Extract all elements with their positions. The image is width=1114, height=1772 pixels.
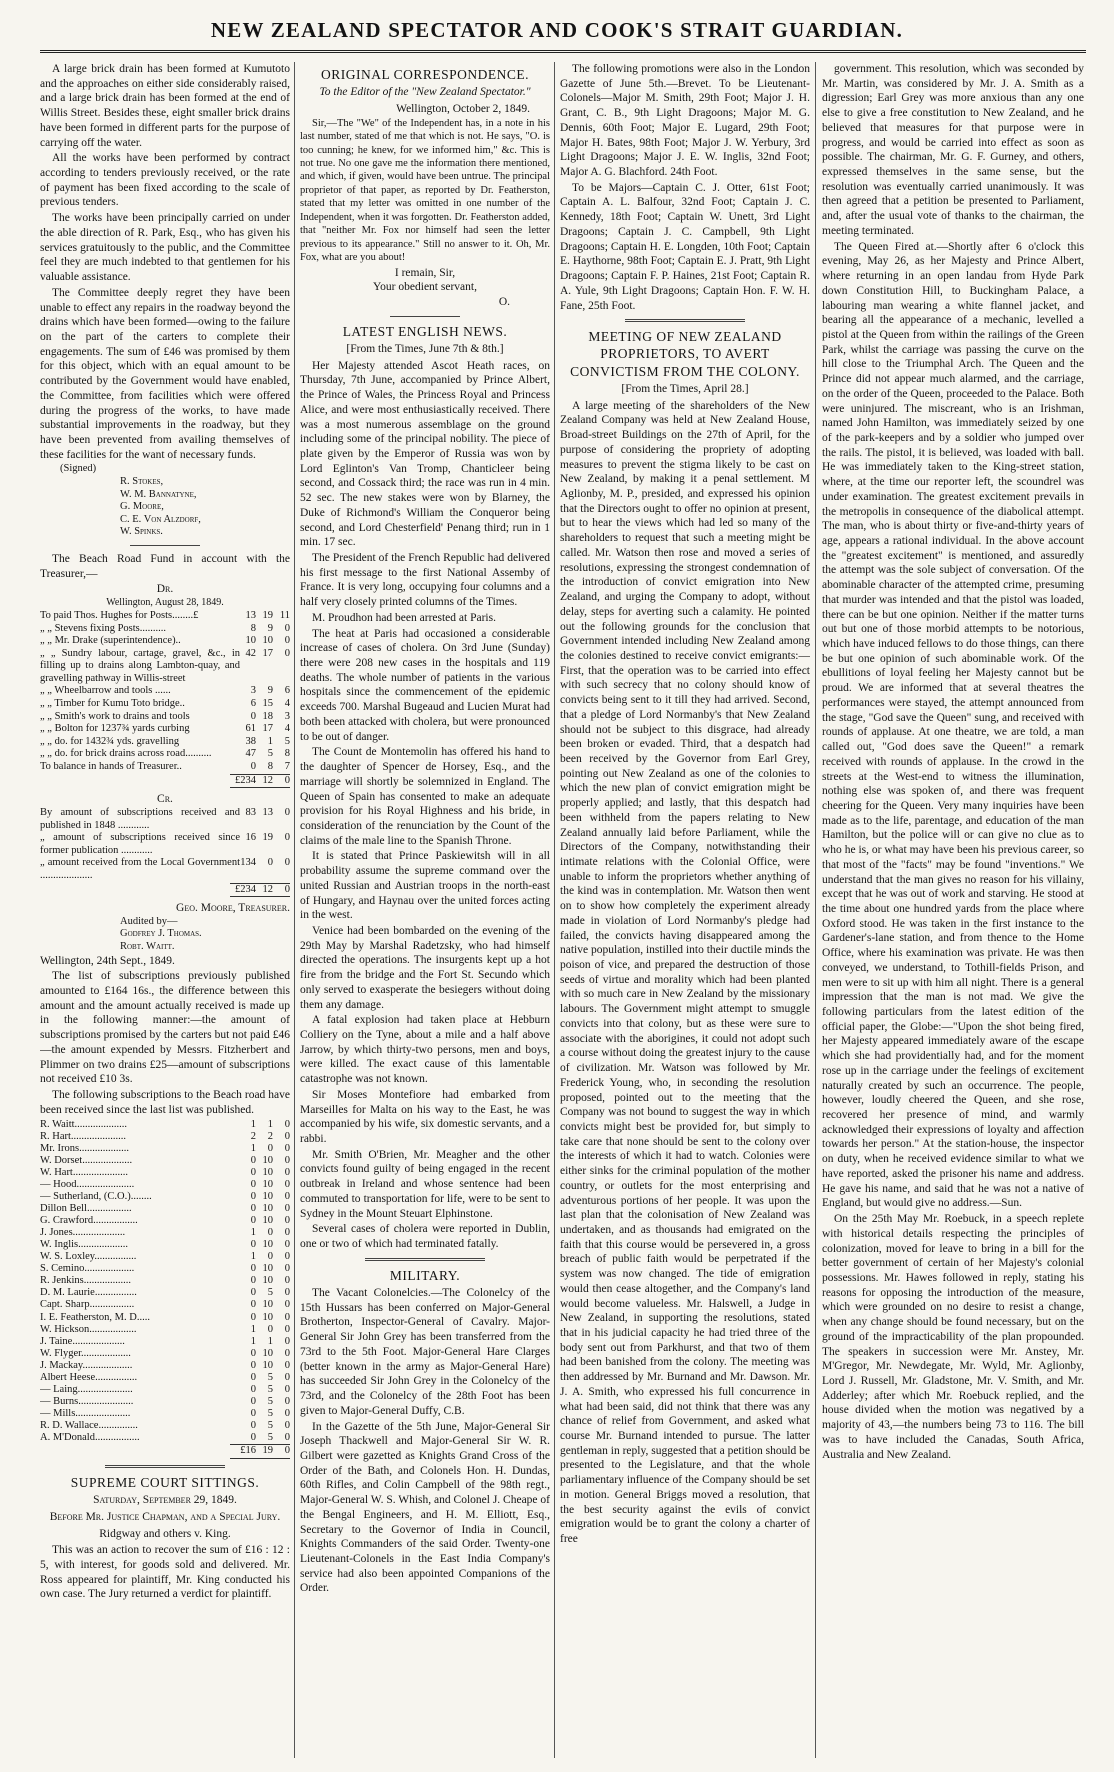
signatory: W. M. Bannatyne,: [120, 488, 197, 500]
signatures: [40, 463, 290, 539]
subscription-row: D. M. Laurie................ 0 5 0: [40, 1287, 290, 1299]
subscription-row: W. Dorset................... 0 10 0: [40, 1154, 290, 1166]
subscription-row: — Hood...................... 0 10 0: [40, 1178, 290, 1190]
ledger-row: „ „ Smith's work to drains and tools 0 18 3: [40, 710, 290, 722]
subscription-row: A. M'Donald................. 0 5 0: [40, 1432, 290, 1444]
signed-label: (Signed): [60, 463, 97, 475]
ledger-row: „ „ do. for brick drains across road.......... 47 5 8: [40, 748, 290, 760]
subscription-row: W. S. Loxley................ 1 0 0: [40, 1251, 290, 1263]
ledger-row: To balance in hands of Treasurer.. 0 8 7: [40, 761, 290, 773]
subscription-row: R. Hart..................... 2 2 0: [40, 1130, 290, 1142]
news-paragraph: The President of the French Republic had delivered his first message to the first National Assemby of France. It is very long, occupying four columns and a half very closely printed columns of the Times.: [300, 552, 550, 609]
ledger-row: „ „ Timber for Kumu Toto bridge.. 6 15 4: [40, 698, 290, 710]
correspondence-close-1: I remain, Sir,: [394, 266, 456, 279]
military-paragraph: The Vacant Colonelcies.—The Colonelcy of the 15th Hussars has been conferred on Major-General Brotherton, Inspector-General of Cavalry. Major-General Sir John Grey has been transferred from the 73rd to the 5th Foot. Major-General Hare Clarges (better known in the army as Major-General Hare) has succeeded Sir John Grey in the Colonelcy of the 73rd, and the Colonelcy of the 28th Foot has been given to Major-General Duffy, C.B.: [300, 1287, 550, 1417]
ledger-row: „ „ Sundry labour, cartage, gravel, &c., in filling up to drains along Lambton-quay, and gravelling pathway in Willis-street 42 17 0: [40, 647, 290, 684]
court-case: Ridgway and others v. King.: [99, 1527, 231, 1540]
paragraph: The Queen Fired at.—Shortly after 6 o'clock this evening, May 26, as her Majesty and Prince Albert, where returning in an open landau from Hyde Park down Constitution Hill, to Buckingham Palace, a labouring man wearing a white flannel jacket, and bearing all the appearance of a mechanic, levelled a pistol at the Queen from within the railings of the Green Park, whilst the carriage was passing the curve on the hill close to the Triumphal Arch. The Queen and the Prince did not appear much alarmed, and the carriage, on the order of the Queen, proceeded to the Palace. Both were uninjured. The miscreant, who is an Irishman, named John Hamilton, was immediately seized by one of the park-keepers and by a soldier who jumped over the rails. The pistol, it is believed, was loaded with ball. He was immediately taken to the King-street station, where, at the time our reporter left, the scoundrel was under examination. The greatest excitement prevails in the metropolis in consequence of the diabolical attempt. The man, who is about thirty or five-and-thirty years of age, appears a rational individual. In the above account the "greatest excitement" is mentioned, and assuredly the attempt was the sole subject of conversation. Of the abominable character of the attempted crime, presuming that murder was intended and that the pistol was loaded, there can be but one opinion. Neither if the matter turns out but one of those morbid attempts to be notorious, which have induced fellows to do those things, can there be but one opinion of such abominable work. Of the ebullitions of loyal feeling her Majesty cannot but be proud. We are informed that at several theatres the performances were stayed, the attempt announced from the stage, "God save the Queen" sung, and received with rounds of applause. At one theatre, we are told, a man called out, "God does save the Queen!" a remark received with rounds of applause. In the crowd in the streets at the West-end to witness the illumination, nothing else was spoken of, and there was frequent cheering for the Queen. Very many inquiries have been made as to the life, parentage, and education of the man Hamilton, but the police will or can give no clue as to who he is, or what may have been his previous career, so that most of the "facts" may be found "inventions." We understand that the man gives no reason for his villainy, except that he was out of work and starving. He stood at the time about one hundred yards from the place where Oxford stood. He was taken in the first instance to the Gardener's-lane station, and from thence to the Home Office, where his examination was private. He was then conveyed, we understand, to Tothill-fields Prison, and men were to sit up with him all night. There is a general impression that the man is not mad. We give the following particulars from the latest edition of the official paper, the Globe:—"Upon the shot being fired, her Majesty appeared immediately aware of the escape which she had providentially had, and for the moment rose up in the carriage under the feelings of excitement naturally created by such an occurrence. The people, however, loudly cheered the Queen, and she rose, recovered her presence of mind, and warmly acknowledged their expressions of loyalty and affection towards her person." At the station-house, the inspector on duty, when he received evidence similar to what we have reported, asked the prisoner his name and address. He gave his name, and said that he was not a native of England, but would give no address.—Sun.: [822, 240, 1084, 1210]
paragraph: All the works have been performed by contract according to tenders previously received, or the rate of payment has been fixed according to the scale of previous tenders.: [40, 152, 290, 209]
news-paragraph: M. Proudhon had been arrested at Paris.: [312, 611, 496, 624]
column-1: [40, 62, 290, 1758]
subscription-row: — Sutherland, (C.O.)........ 0 10 0: [40, 1190, 290, 1202]
subscription-row: R. Waitt.................... 1 1 0: [40, 1118, 290, 1130]
subscription-row: S. Cemino................... 0 10 0: [40, 1263, 290, 1275]
subscription-row: I. E. Featherston, M. D..... 0 10 0: [40, 1311, 290, 1323]
paragraph: The following subscriptions to the Beach road have been received since the last list was published.: [40, 1089, 290, 1116]
news-paragraph: Mr. Smith O'Brien, Mr. Meagher and the other convicts found guilty of being engaged in the recent outbreak in Ireland and whose sentence had been commuted to transportation for life, were to be sent to Sydney in the Mount Steuart Elphinstone.: [300, 1148, 550, 1220]
subscription-row: W. Flyger................... 0 10 0: [40, 1347, 290, 1359]
correspondence-to: To the Editor of the "New Zealand Spectator.": [319, 86, 531, 99]
paragraph: A large brick drain has been formed at Kumutoto and the approaches on either side considerably raised, and a large brick drain has been formed at the end of Willis Street. Besides these, eight smaller brick drains have been formed in different parts for the purpose of carrying off the water.: [40, 63, 290, 149]
news-source: [From the Times, June 7th & 8th.]: [346, 342, 504, 355]
subscription-row: J. Jones.................... 1 0 0: [40, 1227, 290, 1239]
column-4: [822, 62, 1084, 1758]
paragraph: The works have been principally carried on under the able direction of R. Park, Esq., who has given his services gratuitously to the public, and the Committee feel they are much indebted to that gentlemen for his valuable assistance.: [40, 212, 290, 284]
ledger-row: „ „ Stevens fixing Posts.......... 8 9 0: [40, 622, 290, 634]
signatory: R. Stokes,: [120, 476, 164, 487]
news-paragraph: The heat at Paris had occasioned a considerable increase of cases of cholera. On 3rd June (Sunday) there were 208 new cases in the hospitals and 119 deaths. The whole number of patients in the various hospitals since the commencement of the epidemic exceeds 700. Marshal Bugeaud and Lucien Murat had both been attacked with cholera, but were pronounced to be out of danger.: [300, 627, 550, 743]
court-date: Saturday, September 29, 1849.: [93, 1494, 237, 1507]
subscription-row: G. Crawford................. 0 10 0: [40, 1215, 290, 1227]
subscription-row: J. Mackay................... 0 10 0: [40, 1359, 290, 1371]
ledger-row: „ amount received from the Local Government .................... 134 0 0: [40, 857, 290, 881]
ledger-row: „ „ Mr. Drake (superintendence).. 10 10 0: [40, 635, 290, 647]
subscription-row: R. D. Wallace............... 0 5 0: [40, 1420, 290, 1432]
audited-by: Audited by— Godfrey J. Thomas. Robt. Waitt.: [40, 916, 290, 954]
meeting-paragraph: A large meeting of the shareholders of the New Zealand Company was held at New Zealand House, Broad-street Buildings on the 27th of April, for the purpose of considering the propriety of adopting measures to prevent the stigma likely to be cast on New Zealand, by making it a penal settlement. M Aglionby, M. P., presided, and expressed his opinion that the Directors ought to offer no opinion at present, but to hear the views which had led so many of the shareholders to request that such a meeting might be called. Mr. Watson then rose and moved a series of resolutions, expressing the strongest condemnation of the introduction of convict emigration into New Zealand, and urging the Company to adopt, without delay, steps for averting such a calamity. He pointed out the following grounds for the conclusion that Government intended including New Zealand among the colonies destined to receive convict emigrants:—First, that the operation was to be carried into effect with such secrecy that no colony should know of convicts being sent to it till they had arrived. Second, that a pledge of Lord Normanby's that New Zealand should not be subject to this disgrace, had already been broken or evaded. Third, that a despatch had been received by the Governor from Earl Grey, pointing out New Zealand as one of the colonies to which the new plan of convict emigration might be properly applied; and lastly, that this despatch had been withheld from the papers relating to New Zealand annually laid before Parliament, while the Directors of the Company, notwithstanding their intimate relations with the Colonial Office, were unable to inform the proprietors whether anything of the kind was in contemplation. Mr. Watson then went on to show how completely the experiment already made in violation of Lord Normanby's pledge had failed, the convicts having disappeared among the native population, instilled into their ductile minds the poison of vice, and prepared the destruction of those seeds of virtue and morality which had been planted with so much care in New Zealand by the missionary labours. The Government might attempt to smuggle convicts into that colony, but as these were sure to associate with the aborigines, it could not adopt such a course without doing the greatest injury to the cause of civilization. Mr. Watson was followed by Mr. Frederick Young, who, in seconding the resolution proposed, pointed out to the meeting that the Company was not bound to suggest the way in which convicts might best be provided for, but simply to take care that none should be sent to the colony over the interests of which it had to watch. Colonies were either sinks for the criminal population of the mother country, or outlets for the most enterprising and adventurous portions of her people. It was upon the last plan that the colonisation of New Zealand was undertaken, and as thousands had emigrated on the faith that this course would be persevered in, a gross breach of public faith would be perpetrated if the system was now changed. The tide of emigration would then cease altogether, and the Company's land would become valueless. Mr. Halswell, a Judge in New Zealand, in supporting the resolutions, stated that in his judicial capacity he had tried three of the body sent out from Parkhurst, and that two of them had been banished from the colony. The meeting was then addressed by Mr. Burnand and Mr. Dawson. Mr. J. A. Smith, who expressed his full concurrence in what had been said, did not think that there was any chance of relief from Government, and asked what course Mr. Burnand intended to pursue. The latter gentleman in reply, suggested that a petition should be presented to the Legislature, and that the whole parliamentary influence of the Company should be set in motion. General Briggs moved a resolution, that the best security against the evils of convict emigration would be to grant the colony a charter of free: [560, 399, 810, 1546]
news-paragraph: The Count de Montemolin has offered his hand to the daughter of Spencer de Horsey, Esq., and the marriage will shortly be solemnized in England. The Queen of Spain has consented to make an adequate provision for his Royal Highness and his bride, in consideration of the renunciation by the Count of the claims of the male line to the Spanish Throne.: [300, 746, 550, 847]
paragraph: government. This resolution, which was seconded by Mr. Martin, was considered by Mr. J. A. Smith as a digression; Earl Grey was more anxious than any one else to give a free constitution to New Zealand, and he believed that measures for that purpose were in progress, and would be carried into effect as soon as possible. The chairman, Mr. G. F. Gurney, and others, expressed themselves in the same sense, but the resolution was eventually carried unanimously. It was then agreed that a petition be presented to Parliament, and, after the usual vote of thanks to the chairman, the meeting terminated.: [822, 63, 1084, 237]
auditor: Robt. Waitt.: [120, 941, 175, 953]
subscription-row: — Laing..................... 0 5 0: [40, 1383, 290, 1395]
column-3: [560, 62, 810, 1758]
dr-total: £234 12 0: [40, 774, 290, 789]
dr-date: Wellington, August 28, 1849.: [106, 597, 224, 609]
signatory: C. E. Von Alzdorf,: [120, 513, 201, 525]
subscription-row: Albert Heese................ 0 5 0: [40, 1371, 290, 1383]
masthead-rule: [40, 50, 1086, 53]
promotions-paragraph: The following promotions were also in the London Gazette of June 5th.—Brevet. To be Lieutenant-Colonels—Major M. Smith, 29th Foot; Major J. H. Grant, C. B., 9th Light Dragoons; Major M. G. Dennis, 60th Foot; Major E. Lugard, 29th Foot; Major H. Bates, 98th Foot; Major J. W. Yerbury, 3rd Light Dragoons; Major J. E. W. Inglis, 32nd Foot; Major A. G. Blachford. 24th Foot.: [560, 63, 810, 179]
correspondence-text: Sir,—The "We" of the Independent has, in a note in his last number, stated of me that which is not. He says, "O. is too cunning; he knew, for we informed him," &c. This is not true. No one gave me the information there mentioned, and which, if given, would have been untrue. The principal proprietor of that paper, as reported by Dr. Featherston, stated that my letter was omitted in one number of the Independent, when it was forgotten. Dr. Featherston added, that "neither Mr. Fox nor himself had seen the letter previous to its appearance." Still no answer to it. Oh, Mr. Fox, what are you about!: [300, 117, 550, 264]
ledger-row: „ amount of subscriptions received since former publication ............ 16 19 0: [40, 832, 290, 856]
column-divider: [815, 62, 816, 1758]
subscription-row: W. Inglis................... 0 10 0: [40, 1239, 290, 1251]
subscription-row: — Burns..................... 0 5 0: [40, 1395, 290, 1407]
signatory: G. Moore,: [120, 501, 164, 513]
subscription-row: Capt. Sharp................. 0 10 0: [40, 1299, 290, 1311]
column-divider: [294, 62, 295, 1758]
correspondence-date: Wellington, October 2, 1849.: [396, 102, 530, 115]
news-paragraph: Her Majesty attended Ascot Heath races, on Thursday, 7th June, accompanied by Prince Albert, the Prince of Wales, the Princess Royal and Princess Alice, and were most enthusiastically received. There was a most numerous assemblage on the ground including some of the principal nobility. The piece of plate given by the Emperor of Russia was won by Lord Eglinton's Van Tromp, Chanticleer being second, and Cossack third; the race was run in 4 min. 52 sec. The new stakes were won by Blarney, the Duke of Richmond's William the Conqueror being second, and Lord Chesterfield' Penang third; run in 1 min. 17 sec.: [300, 359, 550, 549]
news-paragraph: Several cases of cholera were reported in Dublin, one or two of which had terminated fatally.: [300, 1223, 550, 1251]
promotions-paragraph: To be Majors—Captain C. J. Otter, 61st Foot; Captain A. L. Balfour, 32nd Foot; Captain J. C. Kennedy, 18th Foot; Captain W. Unett, 3rd Light Dragoons; Captain J. C. Campbell, 9th Light Dragoons; Captain H. E. Longden, 10th Foot; Captain E. Haythorne, 98th Foot; Captain E. J. Pratt, 9th Light Dragoons; Captain F. P. Haines, 21st Foot; Captain R. A. Yule, 9th Light Dragoons; Captain Hon. F. W. H. Fane, 25th Foot.: [560, 181, 810, 312]
account-intro: The Beach Road Fund in account with the Treasurer,—: [40, 552, 290, 580]
auditor: Godfrey J. Thomas.: [120, 928, 202, 940]
cr-heading: Cr.: [157, 793, 173, 806]
column-2: [300, 62, 550, 1758]
audit-date: Wellington, 24th Sept., 1849.: [40, 954, 175, 967]
news-title: LATEST ENGLISH NEWS.: [342, 323, 508, 339]
military-paragraph: In the Gazette of the 5th June, Major-General Sir Joseph Thackwell and Major-General Sir W. R. Gilbert were gazetted as Knights Grand Cross of the Order of the Bath, and Colonels Hon. H. Dundas, 60th Rifles, and Colin Campbell of the 98th regt., Major-General W. S. Whish, and Colonel J. Cheape of the Bengal Engineers, and H. M. Elliott, Esq., Secretary to the Governor of India in Council, Knights Commanders of the said Order. Twenty-one Lieutenant-Colonels in the East India Company's service had also been appointed Companions of the Order.: [300, 1420, 550, 1595]
ledger-row: By amount of subscriptions received and published in 1848 ............ 83 13 0: [40, 806, 290, 831]
court-text: This was an action to recover the sum of £16 : 12 : 5, with interest, for goods sold and delivered. Mr. Ross appeared for plaintiff, Mr. King conducted his own case. The Jury returned a verdict for plaintiff.: [40, 1544, 290, 1601]
subs-total: £16 19 0: [40, 1444, 290, 1459]
paragraph: On the 25th May Mr. Roebuck, in a speech replete with historical details respecting the principles of colonization, moved for leave to bring in a bill for the better government of certain of her Majesty's colonial possessions. Mr. Hawes followed in reply, stating his reasons for opposing the introduction of the measure, which were grounded on no desire to resist a change, when any change should be found necessary, but on the ground of the impracticability of the plan propounded. The speakers in succession were Mr. Anstey, Mr. M'Gregor, Mr. Newdegate, Mr. Wyld, Mr. Aglionby, Lord J. Russell, Mr. Gladstone, Mr. V. Smith, and Mr. Adderley; after which Mr. Roebuck replied, and the house divided when the motion was negatived by a majority of 43,—the numbers being 73 to 116. The bill was to have included the Canadas, South Africa, Australia and New Zealand.: [822, 1213, 1084, 1461]
treasurer: Geo. Moore, Treasurer.: [176, 902, 290, 915]
masthead: NEW ZEALAND SPECTATOR AND COOK'S STRAIT GUARDIAN.: [210, 18, 904, 42]
subscription-row: W. Hart..................... 0 10 0: [40, 1166, 290, 1178]
news-paragraph: Sir Moses Montefiore had embarked from Marseilles for Malta on his way to the East, he was accompanied by his wife, six domestic servants, and a rabbi.: [300, 1088, 550, 1146]
ledger-row: „ „ Wheelbarrow and tools ...... 3 9 6: [40, 685, 290, 697]
news-paragraph: Venice had been bombarded on the evening of the 29th May by Marshal Radetzsky, who had himself directed the operations. The insurgents kept up a hot fire from the bridge and the Fort St. Secundo which only served to exasperate the besiegers without doing them any damage.: [300, 924, 550, 1011]
paragraph: The Committee deeply regret they have been unable to effect any repairs in the roadway beyond the drains which have been formed—owing to the failure on the part of the carters to complete their engagements. The sum of £46 was promised by them for this object, which with an equal amount to be contributed by the Government would have enabled, the Committee, from facilities which were offered during the progress of the works, to have made substantial improvements in the roadway, but they have been prevented from availing themselves of these facilities for the want of necessary funds.: [40, 286, 290, 461]
subscription-row: Dillon Bell................. 0 10 0: [40, 1202, 290, 1214]
subscription-row: — Mills..................... 0 5 0: [40, 1408, 290, 1420]
ledger-row: To paid Thos. Hughes for Posts........£ 13 19 11: [40, 609, 290, 621]
ledger-row: „ „ Bolton for 1237¾ yards curbing 61 17 4: [40, 723, 290, 735]
subscription-row: J. Taine.................... 1 1 0: [40, 1335, 290, 1347]
column-divider: [554, 62, 555, 1758]
news-paragraph: It is stated that Prince Paskiewitsh will in all probability assume the supreme command over the united Russian and Austrian troops in the north-east of Hungary, and Haynau over the united forces acting in the west.: [300, 850, 550, 922]
correspondence-title: ORIGINAL CORRESPONDENCE.: [320, 67, 529, 82]
military-title: MILITARY.: [389, 1267, 461, 1283]
court-title: SUPREME COURT SITTINGS.: [70, 1474, 260, 1490]
correspondence-close-2: Your obedient servant,: [373, 281, 477, 294]
signatory: W. Spinks.: [120, 526, 163, 538]
dr-heading: Dr.: [156, 583, 174, 596]
meeting-title: MEETING OF NEW ZEALAND PROPRIETORS, TO AVERT CONVICTISM FROM THE COLONY.: [570, 329, 800, 379]
news-paragraph: A fatal explosion had taken place at Hebburn Colliery on the Tyne, about a mile and a half above Jarrow, by which thirty-two persons, men and boys, were killed. The exact cause of this lamentable catastrophe was not known.: [300, 1014, 550, 1086]
subscription-row: R. Jenkins.................. 0 10 0: [40, 1275, 290, 1287]
paragraph: The list of subscriptions previously published amounted to £164 16s., the difference between this amount and the amount actually received is made up in the following manner:—the amount of subscriptions promised by the carters but not paid £46—the amount expended by Messrs. Fitzherbert and Plimmer on two drains £25—amount of subscriptions not received £10 3s.: [40, 970, 290, 1086]
ledger-row: „ „ do. for 1432¾ yds. gravelling 38 1 5: [40, 735, 290, 747]
cr-total: £234 12 0: [40, 883, 290, 898]
subscription-row: Mr. Irons................... 1 0 0: [40, 1142, 290, 1154]
meeting-source: [From the Times, April 28.]: [621, 383, 749, 396]
subscription-row: W. Hickson.................. 1 0 0: [40, 1323, 290, 1335]
court-before: Before Mr. Justice Chapman, and a Special Jury.: [49, 1510, 281, 1523]
correspondence-signature: O.: [498, 295, 510, 308]
